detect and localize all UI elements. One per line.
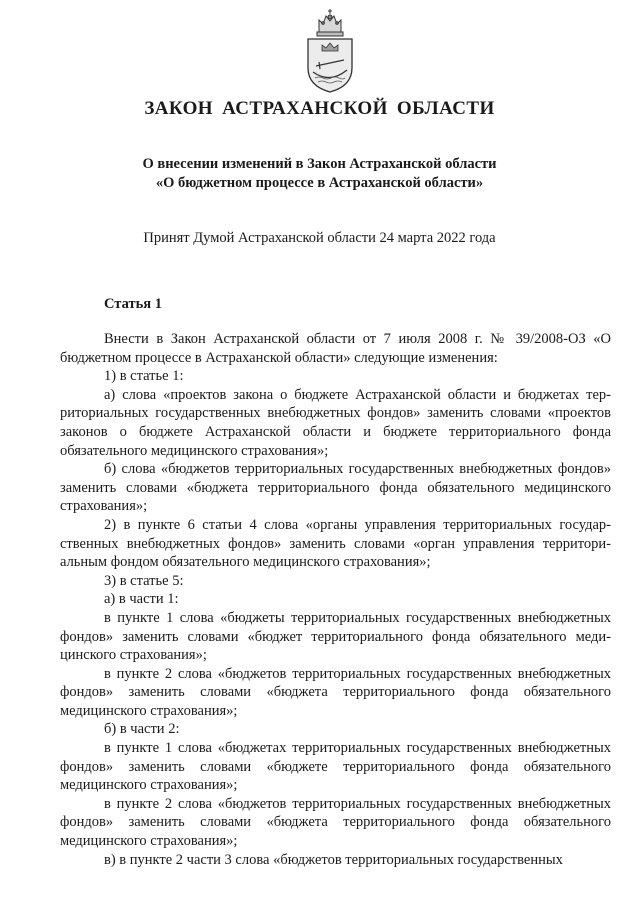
subtitle-line: О внесении изменений в Закон Астраханской области [142, 156, 497, 172]
paragraph: б) в части 2: [104, 721, 180, 738]
adoption-statement: Принят Думой Астраханской области 24 марта 2022 года [143, 230, 496, 246]
article-heading: Статья 1 [104, 296, 162, 312]
paragraph: в) в пункте 2 части 3 слова «бюджетов территориальных государственных [104, 851, 563, 868]
paragraph: в пункте 1 слова «бюджеты территориальных государственных внебюджетных фондов» заменить словами «бюджет территориального фонда обязательного медицинского страхования»; [60, 609, 611, 664]
article-body [60, 330, 611, 869]
astrakhan-coat-of-arms-icon [301, 8, 359, 94]
paragraph: а) слова «проектов закона о бюджете Астраханской области и бюджетах территориальных государственных внебюджетных фондов» заменить словами «проектов законов о бюджете Астраханской области и бюджете территориального фонда обязательного медицинского страхования»; [60, 386, 611, 459]
paragraph: а) в части 1: [104, 591, 179, 608]
law-subtitle [0, 155, 639, 193]
paragraph: в пункте 2 слова «бюджетов территориальных государственных внебюджетных фондов» заменить словами «бюджета территориального фонда обязательного медицинского страхования»; [60, 795, 611, 850]
subtitle-line: «О бюджетном процессе в Астраханской области» [155, 175, 484, 191]
paragraph: б) слова «бюджетов территориальных государственных внебюджетных фондов» заменить словами «бюджета территориального фонда обязательного медицинского страхования»; [60, 461, 611, 515]
paragraph: 2) в пункте 6 статьи 4 слова «органы управления территориальных государственных внебюджетных фондов» заменить словами «орган управления территориальным фондом обязательного медицинского страхования»; [60, 516, 611, 571]
paragraph: Внести в Закон Астраханской области от 7 июля 2008 г. № 39/2008-ОЗ «О бюджетном процессе в Астраханской области» следующие изменения: [60, 331, 611, 366]
paragraph: 3) в статье 5: [104, 572, 184, 589]
law-title: ЗАКОН АСТРАХАНСКОЙ ОБЛАСТИ [144, 98, 495, 119]
paragraph: в пункте 1 слова «бюджетах территориальных государственных внебюджетных фондов» заменить словами «бюджете территориального фонда обязательного медицинского страхования»; [60, 740, 611, 794]
paragraph: в пункте 2 слова «бюджетов территориальных государственных внебюджетных фондов» заменить словами «бюджета территориального фонда обязательного медицинского страхования»; [60, 665, 611, 719]
paragraph: 1) в статье 1: [104, 368, 184, 385]
